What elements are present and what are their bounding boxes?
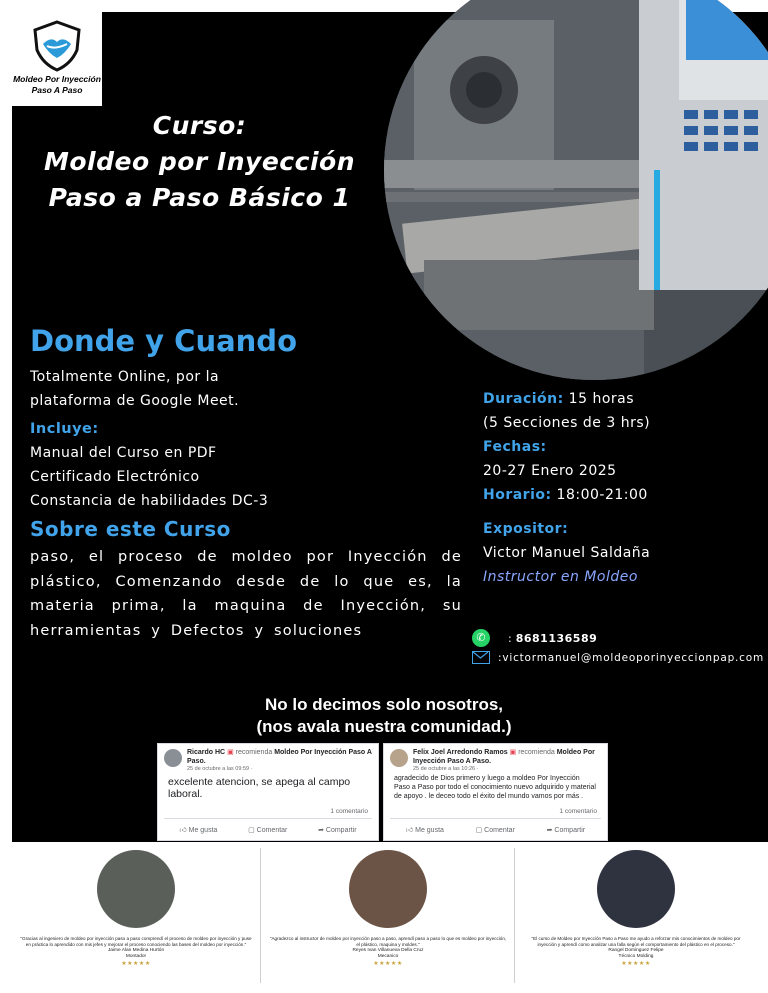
testimonial-role: Mecanico xyxy=(377,954,399,959)
phone-contact[interactable] xyxy=(472,629,597,647)
comment-button[interactable] xyxy=(248,826,287,834)
review-header xyxy=(384,744,607,772)
review-author: Felix Joel Arredondo Ramos xyxy=(413,749,508,756)
incluye-heading: Incluye: xyxy=(30,421,99,437)
like-button[interactable] xyxy=(406,825,444,834)
review-comment-count[interactable]: 1 comentario xyxy=(559,808,597,815)
duracion-row xyxy=(483,387,650,411)
logo-line-2: Paso A Paso xyxy=(31,85,83,95)
sobre-heading: Sobre este Curso xyxy=(30,517,231,541)
testimonial-quote: "El curso de Moldeo por Inyección Paso a Paso me ayudo a reforzar mis conocimientos de moldeo por inyección y aprendí como analizar una falla según el comportamiento del plástico en el proceso." xyxy=(531,936,741,947)
incluye-item: Certificado Electrónico xyxy=(30,469,200,485)
share-button[interactable] xyxy=(318,826,357,834)
expositor-label: Expositor: xyxy=(483,521,569,537)
review-recommends: recomienda xyxy=(518,749,555,756)
title-line-2: Moldeo por Inyección xyxy=(44,147,355,176)
testimonial-role: Montador xyxy=(125,954,147,959)
course-details xyxy=(483,387,650,507)
comment-label: Comentar xyxy=(484,826,515,834)
avatar xyxy=(164,749,182,767)
review-actions xyxy=(164,818,372,840)
review-author-line xyxy=(187,749,372,766)
phone-number: 8681136589 xyxy=(515,631,598,645)
incluye-item: Manual del Curso en PDF xyxy=(30,445,217,461)
shield-handshake-icon xyxy=(31,20,83,72)
comment-icon: ▢ xyxy=(248,826,255,834)
fechas-value: 20-27 Enero 2025 xyxy=(483,463,617,479)
comment-button[interactable] xyxy=(476,826,515,834)
review-page: Moldeo Por Inyección Paso A Paso. xyxy=(187,749,372,765)
star-rating: ★★★★★ xyxy=(621,961,651,967)
review-time: 25 de octubre a las 09:59 · xyxy=(187,766,253,772)
testimonial-photo xyxy=(349,850,427,928)
email-contact[interactable] xyxy=(472,651,764,664)
community-line-1: No lo decimos solo nosotros, xyxy=(264,695,504,714)
incluye-item: Constancia de habilidades DC-3 xyxy=(30,493,269,509)
logo-line-1: Moldeo Por Inyección xyxy=(13,74,101,84)
share-label: Compartir xyxy=(554,826,586,834)
testimonial-card xyxy=(516,842,756,993)
review-time: 25 de octubre a las 10:26 · xyxy=(413,766,479,772)
whatsapp-icon: ✆ xyxy=(472,629,490,647)
duracion-label: Duración: xyxy=(483,391,564,407)
testimonial-name: Reyes Ivan Villanueva Della Cruz xyxy=(352,948,424,953)
expositor-section xyxy=(483,517,650,589)
review-page: Moldeo Por Inyección Paso A Paso. xyxy=(413,749,595,765)
duracion-value: 15 horas xyxy=(563,391,635,407)
donde-heading: Donde y Cuando xyxy=(30,324,297,358)
community-line-2: (nos avala nuestra comunidad.) xyxy=(256,717,512,736)
divider xyxy=(260,848,261,983)
share-icon: ➦ xyxy=(546,826,553,834)
review-comment-count[interactable]: 1 comentario xyxy=(330,808,368,815)
like-label: Me gusta xyxy=(188,827,218,834)
title-line-3: Paso a Paso Básico 1 xyxy=(48,183,351,212)
sobre-body: paso, el proceso de moldeo por Inyección de plástico, Comenzando desde de lo que es, la materia prima, la maquina de Inyección, su herramientas y Defectos y soluciones xyxy=(30,549,462,639)
review-actions xyxy=(390,818,601,840)
mail-icon xyxy=(472,651,490,664)
share-button[interactable] xyxy=(547,826,586,834)
logo xyxy=(12,12,102,106)
share-label: Compartir xyxy=(325,826,357,834)
testimonial-photo xyxy=(597,850,675,928)
star-rating: ★★★★★ xyxy=(373,961,403,967)
course-title xyxy=(22,108,377,216)
testimonial-card xyxy=(262,842,514,993)
fechas-label: Fechas: xyxy=(483,439,547,455)
facebook-review-card xyxy=(383,743,608,841)
star-rating: ★★★★★ xyxy=(121,961,151,967)
like-label: Me gusta xyxy=(415,827,444,834)
testimonial-quote: "Gracias al ingeniero de moldeo por inyección paso a paso comprendí el proceso de moldeo por inyección y puse en práctica lo aprendido con mis jefes y mejorar el proceso conociendo las bases del moldeo por inyección." xyxy=(20,936,252,947)
comment-label: Comentar xyxy=(256,826,288,834)
expositor-name: Victor Manuel Saldaña xyxy=(483,545,651,561)
testimonial-quote: "Agradezco al instructor de moldeo por inyección paso a paso, aprendí paso a paso lo que es moldeo por inyección, el plástico, maquina y moldes." xyxy=(269,936,507,947)
thumbs-up-icon: 👍︎ xyxy=(179,827,187,834)
like-button[interactable] xyxy=(179,825,217,834)
review-author: Ricardo HC xyxy=(187,749,226,756)
review-recommends: recomienda xyxy=(235,749,273,756)
testimonial-photo xyxy=(97,850,175,928)
horario-label: Horario: xyxy=(483,487,552,503)
phone-prefix: : xyxy=(508,631,512,645)
testimonial-name: Rangel Dominguez Felipe xyxy=(608,948,664,953)
review-author-line xyxy=(413,749,601,766)
testimonial-role: Técnico Molding xyxy=(618,954,654,959)
community-heading xyxy=(200,694,568,738)
donde-line-1: Totalmente Online, por la xyxy=(30,369,220,385)
testimonial-card xyxy=(12,842,260,993)
testimonial-name: Jaime Alan Medina Hurtón xyxy=(107,948,165,953)
donde-text xyxy=(30,365,239,413)
title-line-1: Curso: xyxy=(152,111,247,140)
horario-value: 18:00-21:00 xyxy=(551,487,648,503)
donde-line-2: plataforma de Google Meet. xyxy=(30,393,240,409)
duracion-sub: (5 Secciones de 3 hrs) xyxy=(483,415,651,431)
review-text: agradecido de Dios primero y luego a moldeo Por Inyección Paso a Paso por todo el conocimiento nuevo adquirido y material de apoyo . le deceo todo el éxito del mundo vamos por más . xyxy=(394,775,596,800)
divider xyxy=(514,848,515,983)
review-text: excelente atencion, se apega al campo laboral. xyxy=(168,776,351,800)
recommend-icon: ▣ xyxy=(227,749,234,756)
review-header xyxy=(158,744,378,772)
share-icon: ➦ xyxy=(318,826,324,834)
email-address: :victormanuel@moldeoporinyeccionpap.com xyxy=(498,651,765,664)
recommend-icon: ▣ xyxy=(509,749,517,756)
horario-row xyxy=(483,483,650,507)
facebook-review-card xyxy=(157,743,379,841)
avatar xyxy=(390,749,408,767)
expositor-role: Instructor en Moldeo xyxy=(483,569,638,585)
thumbs-up-icon: 👍︎ xyxy=(405,827,414,834)
comment-icon: ▢ xyxy=(475,826,483,834)
incluye-section xyxy=(30,417,268,513)
